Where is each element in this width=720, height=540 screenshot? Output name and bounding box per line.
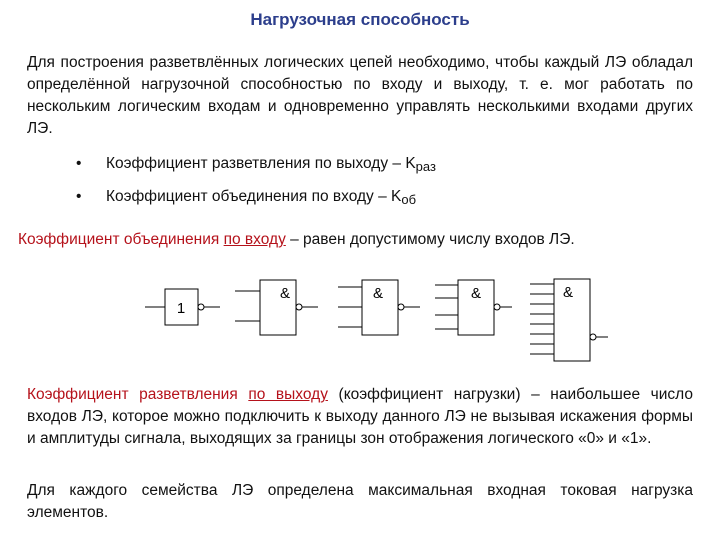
definition-text: – равен допустимому числу входов ЛЭ. xyxy=(285,231,575,248)
gate-label: & xyxy=(470,285,482,302)
gate-and-8-inputs xyxy=(530,279,608,361)
slide-title: Нагрузочная способность xyxy=(250,10,470,29)
bullet-item-fanout xyxy=(76,155,676,177)
logic-gates-diagram xyxy=(140,275,610,375)
gate-inverter xyxy=(145,289,220,325)
bullet-item-fanin xyxy=(76,188,676,210)
term-highlight: Коэффициент разветвления xyxy=(27,386,238,403)
gate-and-4-inputs xyxy=(435,280,512,335)
term-underlined: по входу xyxy=(223,231,286,248)
bullet-text: Коэффициент разветвления по выходу – $K_{раз}$ xyxy=(106,155,436,174)
fanout-definition xyxy=(27,384,693,450)
bullet-text: Коэффициент объединения по входу – $K_{об}$ xyxy=(106,188,417,207)
definition-text: (коэффициент нагрузки) – наибольшее число входов ЛЭ, которое можно подключить к выходу данного ЛЭ не вызывая искажения формы и амплитуды сигнала, выходящих за границы зон отображения логического «0» и «1». xyxy=(27,386,693,447)
term-underlined: по выходу xyxy=(248,386,328,403)
intro-paragraph: Для построения разветвлённых логических цепей необходимо, чтобы каждый ЛЭ обладал определённой нагрузочной способностью по входу и выходу, т. е. мог работать по нескольким логическим входам и одновременно управлять несколькими входами других ЛЭ. xyxy=(27,54,693,137)
gate-label: & xyxy=(279,285,291,302)
bullet-dot: • xyxy=(76,188,82,205)
gate-label: & xyxy=(562,284,574,301)
term-highlight: Коэффициент объединения xyxy=(18,231,220,248)
gate-and-2-inputs xyxy=(235,280,318,335)
gate-and-3-inputs xyxy=(338,280,420,335)
gate-label: 1 xyxy=(176,300,186,317)
bullet-dot: • xyxy=(76,155,82,172)
closing-paragraph: Для каждого семейства ЛЭ определена максимальная входная токовая нагрузка элементов. xyxy=(27,482,693,521)
gate-label: & xyxy=(372,285,384,302)
fanin-definition xyxy=(18,231,708,249)
